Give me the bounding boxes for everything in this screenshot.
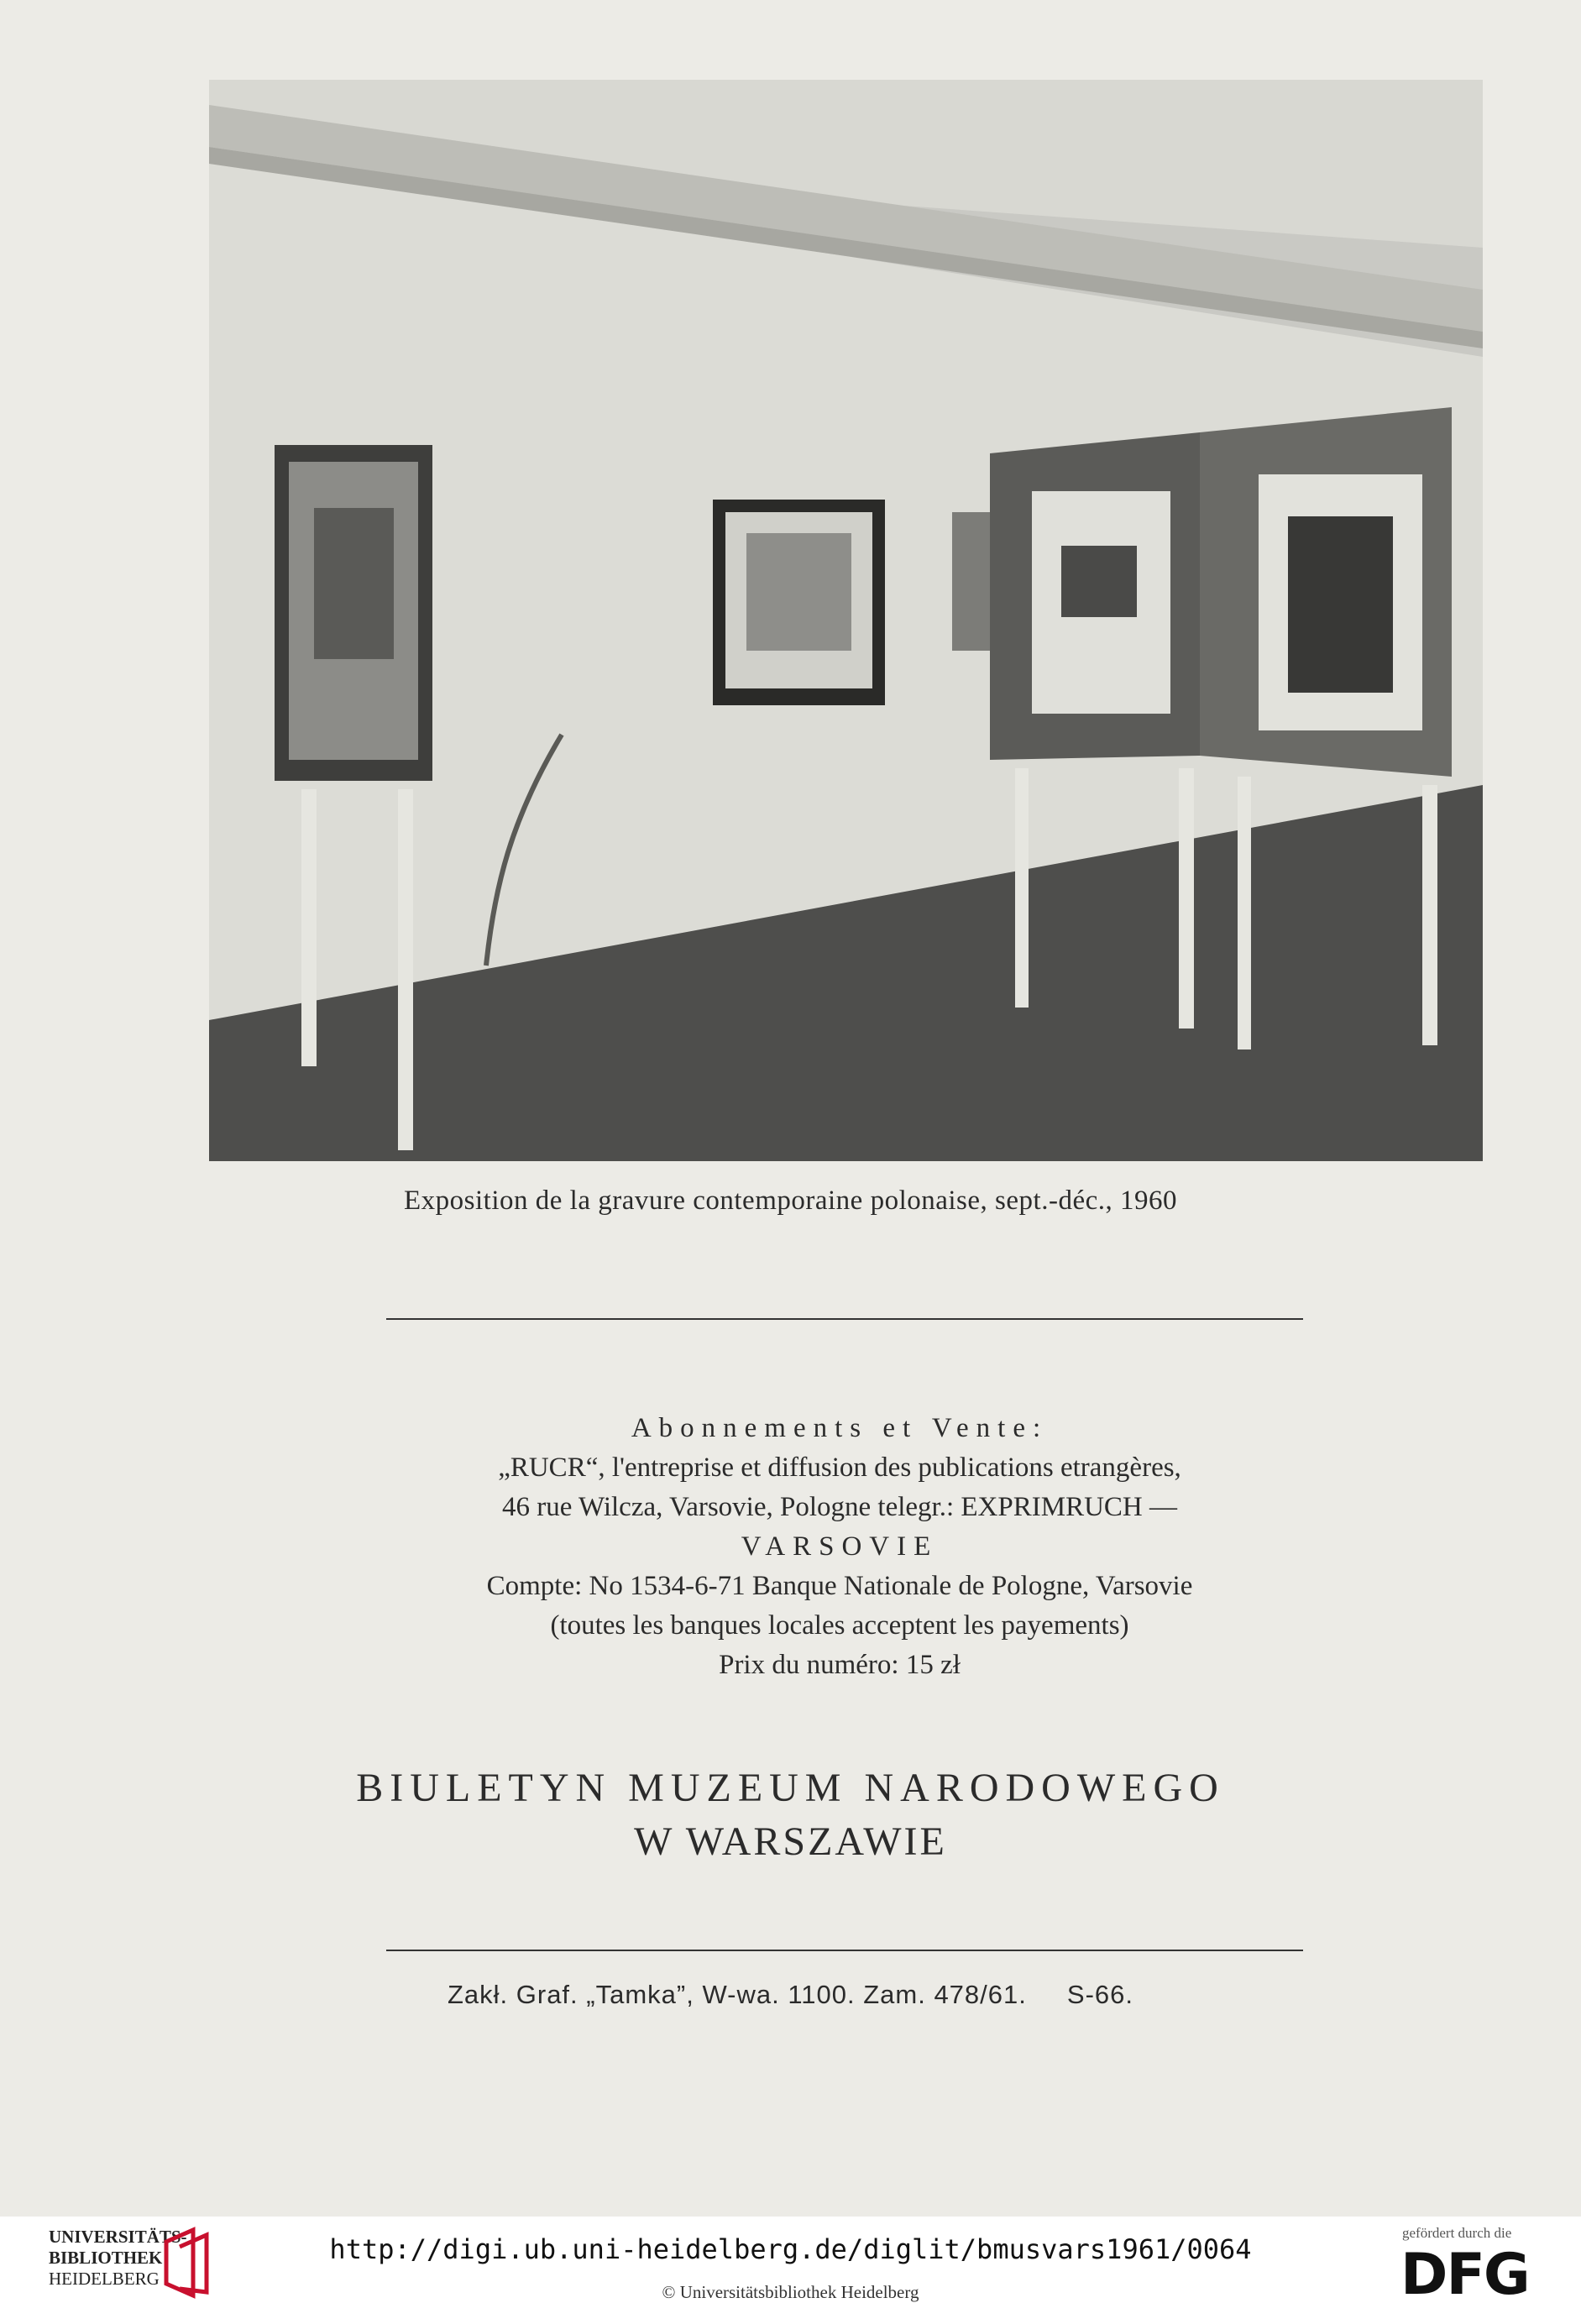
library-name-line2: BIBLIOTHEK (49, 2248, 163, 2268)
journal-title-line1: BIULETYN MUZEUM NARODOWEGO (356, 1766, 1225, 1810)
library-name-line1: UNIVERSITÄTS- (49, 2227, 187, 2247)
photo-caption: Exposition de la gravure contemporaine polonaise, sept.-déc., 1960 (404, 1186, 1177, 1216)
subscription-line: 46 rue Wilcza, Varsovie, Pologne telegr.: EXPRIMRUCH — (501, 1492, 1178, 1522)
journal-title-line2: W WARSZAWIE (634, 1819, 947, 1864)
subscription-line: „RUCR“, l'entreprise et diffusion des publications etrangères, (498, 1452, 1181, 1483)
subscription-line: VARSOVIE (741, 1531, 939, 1562)
divider-bottom (386, 1950, 1303, 1951)
price-line: Prix du numéro: 15 zł (719, 1650, 961, 1680)
exhibition-photo-drawing (209, 80, 1483, 1161)
subscription-line: (toutes les banques locales acceptent les payements) (550, 1610, 1129, 1641)
dfg-funding-note: gefördert durch die (1402, 2225, 1512, 2241)
permalink-url[interactable]: http://digi.ub.uni-heidelberg.de/diglit/bmusvars1961/0064 (329, 2233, 1252, 2265)
exhibition-photo (209, 80, 1483, 1161)
subscription-line: Compte: No 1534-6-71 Banque Nationale de Pologne, Varsovie (486, 1571, 1193, 1601)
subscription-block (369, 1409, 1310, 1685)
journal-title (0, 1761, 1581, 1869)
subscription-heading: Abonnements et Vente: (631, 1413, 1049, 1443)
library-name-line3: HEIDELBERG (49, 2269, 160, 2289)
divider-top (386, 1318, 1303, 1320)
printer-imprint: Zakł. Graf. „Tamka”, W-wa. 1100. Zam. 478/61. S-66. (447, 1980, 1134, 2009)
dfg-logo[interactable]: DFG (1400, 2242, 1529, 2308)
copyright-notice: © Universitätsbibliothek Heidelberg (662, 2282, 919, 2302)
